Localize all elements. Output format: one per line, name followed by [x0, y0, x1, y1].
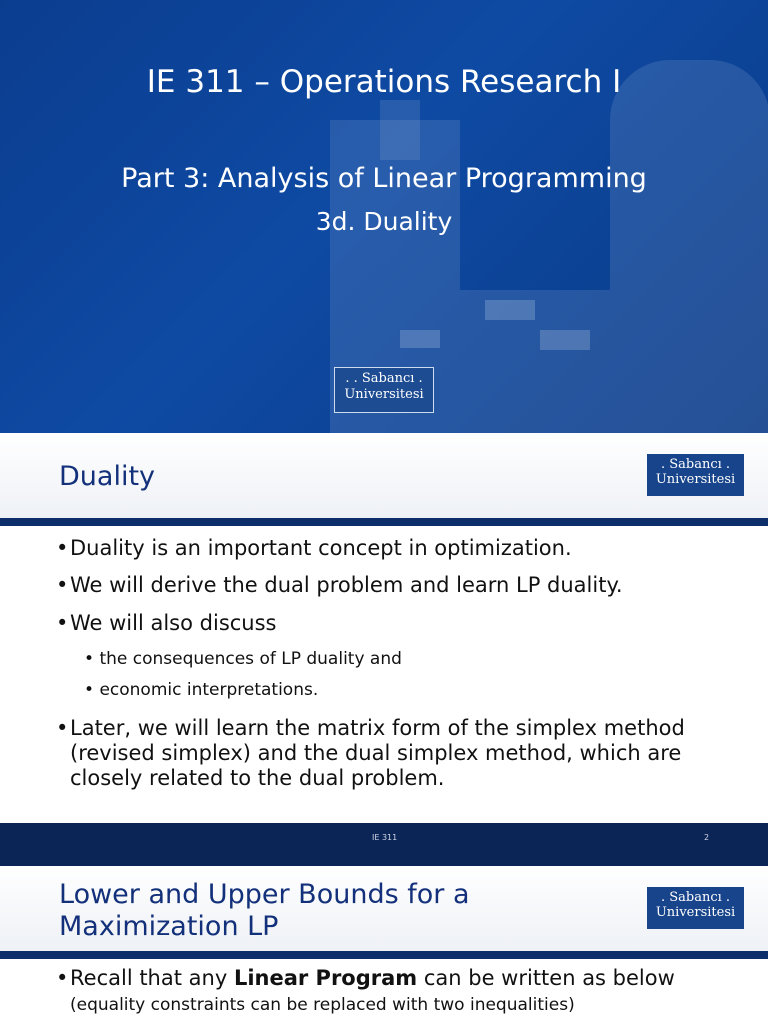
logo-line1: . . Sabancı .: [345, 371, 423, 386]
logo-line2: Universitesi: [655, 472, 736, 487]
logo-line2: Universitesi: [655, 905, 736, 920]
presentation-subtitle: Part 3: Analysis of Linear Programming: [121, 163, 647, 194]
university-logo: [334, 367, 434, 413]
bullet-text: Duality is an important concept in optimization.: [70, 536, 572, 560]
bullet-text: We will also discuss: [70, 611, 277, 635]
bullet-marker: •: [84, 649, 95, 669]
slide-footer: [0, 823, 768, 866]
bullet-text-part: Recall that any: [70, 966, 234, 990]
bullet-marker: •: [56, 573, 69, 597]
bullet-marker: •: [56, 611, 69, 635]
sub-bullet-text: the consequences of LP duality and: [99, 649, 402, 669]
bullet-marker: •: [56, 716, 69, 740]
footer-course: IE 311: [372, 833, 398, 842]
sub-bullet-item: [84, 680, 318, 700]
background-building: [460, 290, 610, 433]
bounds-slide: [0, 866, 768, 1024]
slide-title: Duality: [59, 461, 156, 492]
bullet-marker: •: [56, 536, 69, 560]
background-window: [400, 330, 440, 348]
slide-title-line1: Lower and Upper Bounds for a: [59, 879, 470, 910]
sub-bullet-text: economic interpretations.: [99, 680, 319, 700]
bullet-note: (equality constraints can be replaced with two inequalities): [70, 995, 575, 1015]
background-window: [485, 300, 535, 320]
bullet-text: Later, we will learn the matrix form of the simplex method (revised simplex) and the dual simplex method, which are closely related to the dual problem.: [70, 716, 685, 790]
university-logo: [647, 887, 744, 929]
sub-bullet-item: [84, 649, 402, 669]
bullet-text: We will derive the dual problem and learn LP duality.: [70, 573, 623, 597]
presentation-title: IE 311 – Operations Research I: [146, 64, 622, 100]
presentation-section: 3d. Duality: [315, 207, 453, 236]
slide-title-line2: Maximization LP: [59, 911, 279, 942]
bullet-marker: •: [84, 680, 95, 700]
bullet-bold-term: Linear Program: [233, 966, 418, 990]
bullet-item: [56, 536, 756, 561]
bullet-marker: •: [56, 966, 69, 990]
logo-line2: Universitesi: [344, 387, 424, 402]
bullet-text-part: can be written as below: [417, 966, 675, 990]
title-slide: [0, 0, 768, 433]
logo-line1: . Sabancı .: [660, 457, 731, 472]
university-logo: [647, 454, 744, 496]
duality-slide: [0, 433, 768, 866]
bullet-text: [70, 966, 746, 1018]
header-divider: [0, 951, 768, 959]
bullet-item: [56, 966, 746, 1018]
footer-page-number: 2: [704, 833, 710, 842]
bullet-item: [56, 573, 756, 598]
bullet-item: [56, 716, 696, 791]
logo-line1: . Sabancı .: [660, 890, 731, 905]
background-window: [540, 330, 590, 350]
slide-title: [59, 879, 469, 943]
background-building: [380, 100, 420, 160]
bullet-item: [56, 611, 756, 636]
header-divider: [0, 518, 768, 526]
background-figure: [610, 60, 768, 433]
